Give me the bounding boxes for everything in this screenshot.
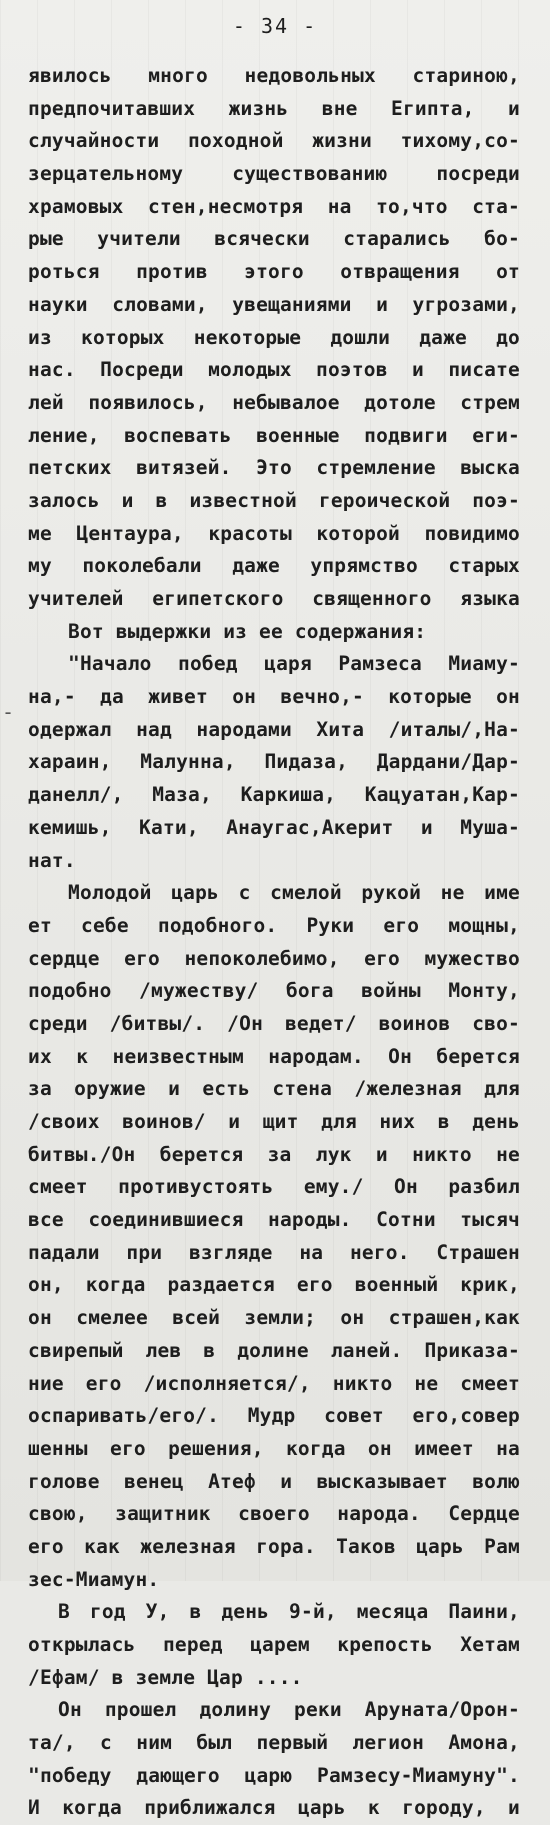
- text-line-45: свою, защитник своего народа. Сердце: [28, 1502, 520, 1526]
- text-line-15: ме Центаура, красоты которой повидимо: [28, 521, 520, 545]
- text-line-26: Молодой царь с смелой рукой не име: [68, 881, 520, 905]
- text-line-51: Он прошел долину реки Аруната/Орон-: [58, 1698, 520, 1722]
- text-line-37: падали при взгляде на него. Страшен: [28, 1240, 520, 1264]
- text-line-44: голове венец Атеф и высказывает волю: [28, 1469, 520, 1493]
- text-line-40: свирепый лев в долине ланей. Приказа-: [28, 1338, 520, 1362]
- text-line-33: /своих воинов/ и щит для них в день: [28, 1110, 520, 1133]
- text-line-25: нат.: [28, 848, 76, 872]
- text-line-6: рые учители всячески старались бо-: [28, 227, 520, 251]
- text-line-24: кемишь, Кати, Анаугас,Акерит и Муша-: [28, 815, 520, 839]
- text-line-3: случайности походной жизни тихому,со-: [28, 129, 520, 153]
- text-line-49: открылась перед царем крепость Хетам: [28, 1633, 520, 1656]
- text-line-19: "Начало побед царя Рамзеса Миаму-: [68, 652, 520, 676]
- text-line-28: сердце его непоколебимо, его мужество: [28, 946, 520, 970]
- text-line-50: /Ефам/ в земле Цар ....: [28, 1665, 303, 1689]
- text-line-16: му поколебали даже упрямство старых: [28, 554, 520, 578]
- text-line-38: он, когда раздается его военный крик,: [28, 1273, 520, 1297]
- text-line-20: на,- да живет он вечно,- которые он: [28, 685, 520, 709]
- text-line-31: их к неизвестным народам. Он берется: [28, 1044, 520, 1068]
- text-line-47: зес-Миамун.: [28, 1567, 160, 1591]
- text-line-48: В год У, в день 9-й, месяца Паини,: [58, 1600, 520, 1624]
- text-line-39: он смелее всей земли; он страшен,как: [28, 1306, 520, 1330]
- text-line-43: шенны его решения, когда он имеет на: [28, 1436, 520, 1460]
- text-line-41: ние его /исполняется/, никто не смеет: [28, 1371, 520, 1395]
- text-line-27: ет себе подобного. Руки его мощны,: [28, 913, 520, 937]
- text-line-5: храмовых стен,несмотря на то,что ста-: [28, 194, 520, 218]
- text-line-22: хараин, Малунна, Пидаза, Дардани/Дар-: [28, 750, 520, 774]
- margin-mark: -: [2, 700, 15, 724]
- text-line-32: за оружие и есть стена /железная для: [28, 1077, 520, 1101]
- text-line-10: нас. Посреди молодых поэтов и писате: [28, 358, 520, 382]
- text-line-29: подобно /мужеству/ бога войны Монту,: [28, 979, 520, 1003]
- text-line-46: его как железная гора. Таков царь Рам: [28, 1534, 520, 1558]
- text-line-4: зерцательному существованию посреди: [28, 162, 520, 186]
- text-line-1: явилось много недовольных стариною,: [28, 64, 520, 87]
- text-line-8: науки словами, увещаниями и угрозами,: [28, 292, 520, 316]
- text-line-7: роться против этого отвращения от: [28, 260, 520, 284]
- text-line-53: "победу дающего царю Рамзесу-Миамуну".: [28, 1763, 520, 1787]
- text-line-9: из которых некоторые дошли даже до: [28, 325, 520, 349]
- text-line-42: оспаривать/его/. Мудр совет его,совер: [28, 1404, 520, 1428]
- text-line-17: учителей египетского священного языка: [28, 587, 520, 610]
- text-line-21: одержал над народами Хита /италы/,На-: [28, 717, 520, 741]
- text-line-13: петских витязей. Это стремление выска: [28, 456, 520, 480]
- text-line-34: битвы./Он берется за лук и никто не: [28, 1142, 520, 1166]
- text-line-18: Вот выдержки из ее содержания:: [68, 619, 427, 643]
- body-text: [28, 60, 520, 1825]
- text-line-23: данелл/, Маза, Каркиша, Кацуатан,Кар-: [28, 783, 520, 807]
- text-line-11: лей появилось, небывалое дотоле стрем: [28, 390, 520, 414]
- text-line-14: залось и в известной героической поэ-: [28, 488, 520, 512]
- text-line-35: смеет противустоять ему./ Он разбил: [28, 1175, 520, 1199]
- text-line-30: среди /битвы/. /Он ведет/ воинов сво-: [28, 1011, 520, 1035]
- page-number: - 34 -: [232, 14, 318, 38]
- text-line-12: ление, воспевать военные подвиги еги-: [28, 423, 520, 447]
- text-line-54: И когда приближался царь к городу, и: [28, 1796, 520, 1820]
- text-line-36: все соединившиеся народы. Сотни тысяч: [28, 1208, 520, 1232]
- text-line-52: та/, с ним был первый легион Амона,: [28, 1731, 520, 1755]
- text-line-2: предпочитавших жизнь вне Египта, и: [28, 96, 520, 120]
